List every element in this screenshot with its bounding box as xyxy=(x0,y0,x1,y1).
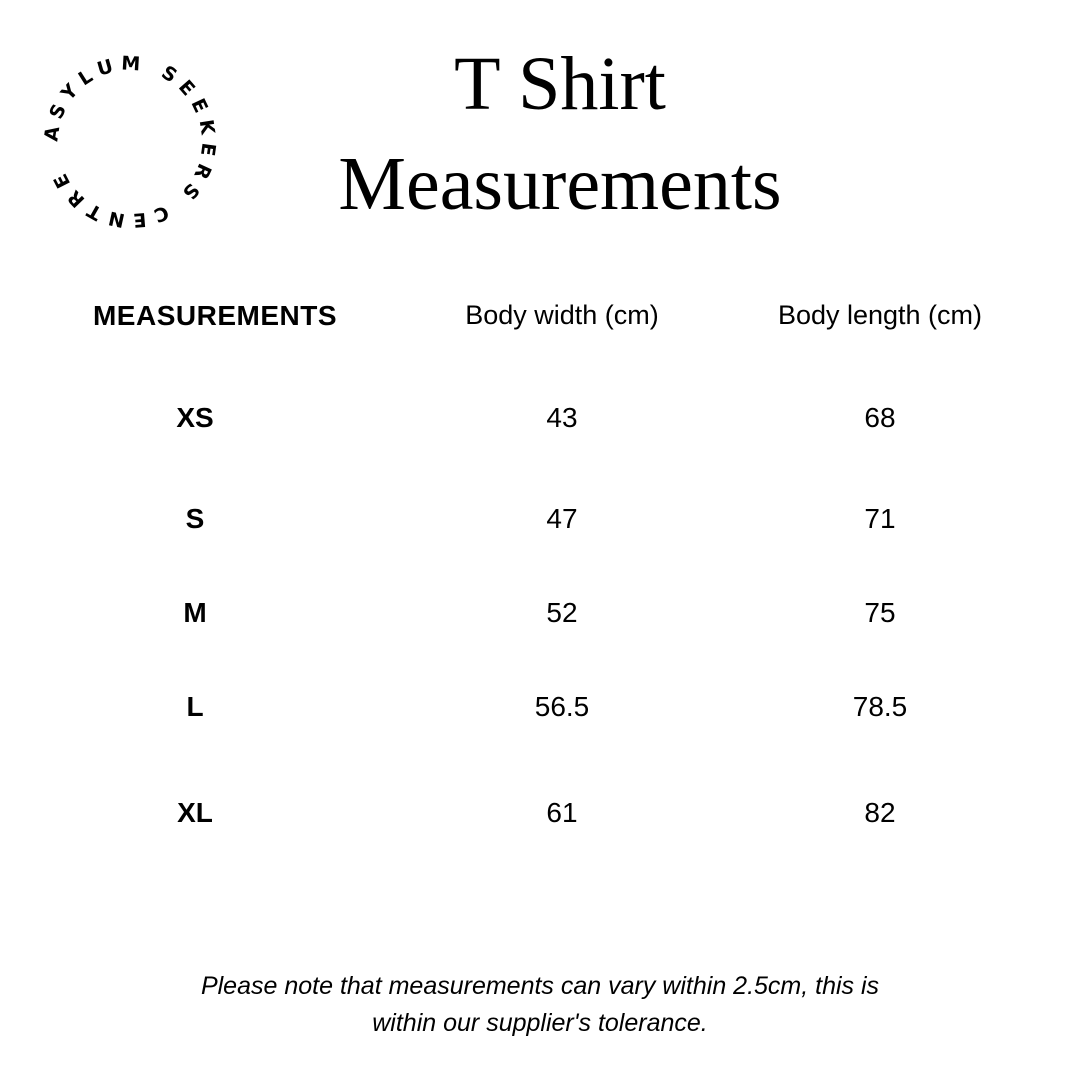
size-label: XL xyxy=(177,797,213,828)
body-length-value: 71 xyxy=(864,503,896,534)
size-label: S xyxy=(185,503,205,534)
body-length-value: 75 xyxy=(864,597,896,628)
size-label: M xyxy=(183,597,207,628)
asylum-seekers-centre-logo xyxy=(40,52,220,232)
page-title-line-2: Measurements xyxy=(338,142,782,226)
body-length-value: 68 xyxy=(864,402,896,433)
size-label: XS xyxy=(176,402,214,433)
body-width-value: 52 xyxy=(546,597,578,628)
size-label: L xyxy=(186,691,204,722)
tolerance-note-line-1: Please note that measurements can vary within 2.5cm, this is xyxy=(200,972,880,1000)
header-body-width: Body width (cm) xyxy=(465,300,659,330)
page-title-line-1: T Shirt xyxy=(454,42,666,126)
body-width-value: 47 xyxy=(546,503,578,534)
header-body-length: Body length (cm) xyxy=(777,300,983,330)
body-width-value: 61 xyxy=(546,797,578,828)
header-measurements: MEASUREMENTS xyxy=(92,300,337,331)
body-length-value: 82 xyxy=(864,797,896,828)
body-width-value: 56.5 xyxy=(534,691,590,722)
logo-circular-text: ASYLUM SEEKERS CENTRE xyxy=(40,52,220,232)
body-length-value: 78.5 xyxy=(852,691,908,722)
body-width-value: 43 xyxy=(546,402,578,433)
tolerance-note-line-2: within our supplier's tolerance. xyxy=(372,1009,708,1037)
